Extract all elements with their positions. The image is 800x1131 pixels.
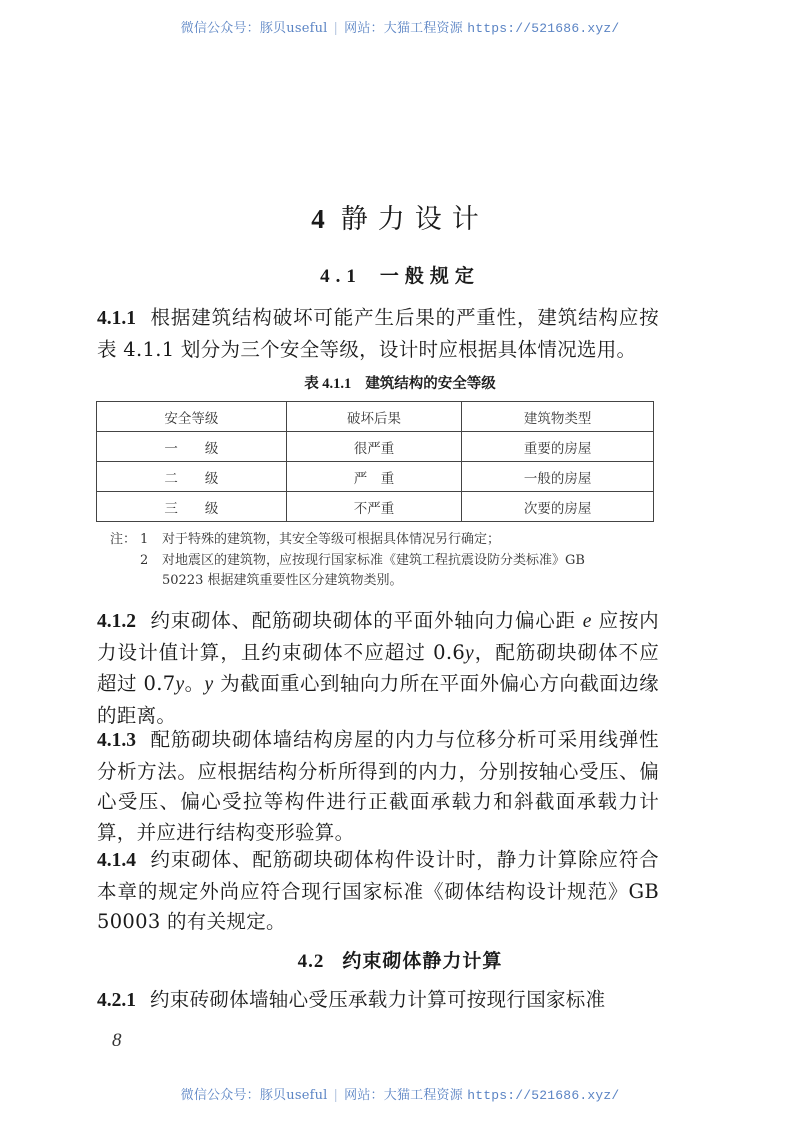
watermark-url[interactable]: https://521686.xyz/ <box>467 1088 620 1103</box>
chapter-number: 4 <box>311 204 325 234</box>
note-item <box>110 530 670 551</box>
clause-text: 约束砌体、配筋砌块砌体的平面外轴向力偏心距 <box>150 609 583 632</box>
note-label: 注： <box>110 532 137 547</box>
variable-e: e <box>582 611 592 632</box>
clause-4-1-3 <box>97 725 659 848</box>
table-cell: 很严重 <box>286 432 462 462</box>
table-cell: 一般的房屋 <box>462 462 654 492</box>
section-number: 4.1 <box>320 266 362 287</box>
header-cell: 破坏后果 <box>286 402 462 432</box>
table-caption <box>0 372 800 393</box>
section-number: 4.2 <box>297 951 325 972</box>
clause-text: 约束砖砌体墙轴心受压承载力计算可按现行国家标准 <box>150 988 606 1011</box>
clause-number: 4.1.1 <box>97 308 136 329</box>
page-number: 8 <box>112 1030 122 1051</box>
table-row <box>97 462 654 492</box>
clause-text: ，配筋砌块砌体不应超过 0.7 <box>97 640 660 695</box>
table-cell: 严 重 <box>286 462 462 492</box>
clause-text: 。 <box>184 672 205 695</box>
table-cell: 重要的房屋 <box>462 432 654 462</box>
clause-4-2-1 <box>97 985 659 1017</box>
watermark-wechat: 微信公众号：豚贝useful <box>180 1088 328 1103</box>
watermark-header <box>0 17 800 36</box>
note-text: 对于特殊的建筑物，其安全等级可根据具体情况另行确定； <box>162 532 501 547</box>
table-cell: 三 级 <box>97 492 287 522</box>
table-number: 表 4.1.1 <box>304 376 352 392</box>
watermark-site-label: 网站：大猫工程资源 <box>344 21 463 36</box>
header-cell: 安全等级 <box>97 402 287 432</box>
section-title-text: 约束砌体静力计算 <box>342 950 503 972</box>
clause-number: 4.2.1 <box>97 990 136 1011</box>
clause-4-1-4 <box>97 845 659 938</box>
section-heading-4-1 <box>0 261 800 288</box>
note-number: 2 <box>140 552 149 568</box>
note-text-cont: 50223 根据建筑重要性区分建筑物类别。 <box>162 573 403 588</box>
note-number: 1 <box>140 532 149 547</box>
variable-y: y <box>204 674 214 695</box>
note-continuation <box>110 571 670 592</box>
table-cell: 次要的房屋 <box>462 492 654 522</box>
note-item <box>110 551 670 572</box>
table-header-row <box>97 402 654 432</box>
watermark-url[interactable]: https://521686.xyz/ <box>467 21 620 36</box>
watermark-wechat: 微信公众号：豚贝useful <box>180 21 328 36</box>
table-cell: 二 级 <box>97 462 287 492</box>
clause-4-1-1 <box>97 303 659 365</box>
variable-y: y <box>175 674 185 695</box>
section-heading-4-2 <box>0 946 800 973</box>
clause-text: 为截面重心到轴向力所在平面外偏心方向截面边缘的距离。 <box>97 672 659 727</box>
table-cell: 不严重 <box>286 492 462 522</box>
section-title-text: 一般规定 <box>379 265 480 287</box>
note-text: 对地震区的建筑物，应按现行国家标准《建筑工程抗震设防分类标准》GB <box>162 552 585 568</box>
table-row <box>97 492 654 522</box>
clause-number: 4.1.4 <box>97 850 136 871</box>
clause-text: 约束砌体、配筋砌块砌体构件设计时，静力计算除应符合本章的规定外尚应符合现行国家标准《砌体结构设计规范》GB 50003 的有关规定。 <box>97 848 659 933</box>
clause-text: 配筋砌块砌体墙结构房屋的内力与位移分析可采用线弹性分析方法。应根据结构分析所得到的内力，分别按轴心受压、偏心受压、偏心受拉等构件进行正截面承载力和斜截面承载力计算，并应进行结构变形验算。 <box>97 728 659 844</box>
clause-text: 根据建筑结构破坏可能产生后果的严重性，建筑结构应按表 4.1.1 划分为三个安全等级，设计时应根据具体情况选用。 <box>97 306 659 361</box>
watermark-separator: | <box>333 21 339 36</box>
watermark-separator: | <box>333 1088 339 1103</box>
table-row <box>97 432 654 462</box>
table-title: 建筑结构的安全等级 <box>365 376 496 392</box>
note-label-spacer <box>110 551 140 572</box>
clause-text: 应按内力设计值计算，且约束砌体不应超过 0.6 <box>97 609 659 664</box>
chapter-title-text: 静力设计 <box>340 204 489 235</box>
watermark-site-label: 网站：大猫工程资源 <box>344 1088 463 1103</box>
header-cell: 建筑物类型 <box>462 402 654 432</box>
clause-4-1-2 <box>97 606 659 731</box>
table-notes <box>110 530 670 592</box>
chapter-title <box>0 197 800 236</box>
watermark-footer <box>0 1084 800 1103</box>
variable-y: y <box>465 642 475 664</box>
table-cell: 一 级 <box>97 432 287 462</box>
clause-number: 4.1.2 <box>97 611 136 632</box>
clause-number: 4.1.3 <box>97 730 136 751</box>
safety-grade-table <box>96 401 654 522</box>
